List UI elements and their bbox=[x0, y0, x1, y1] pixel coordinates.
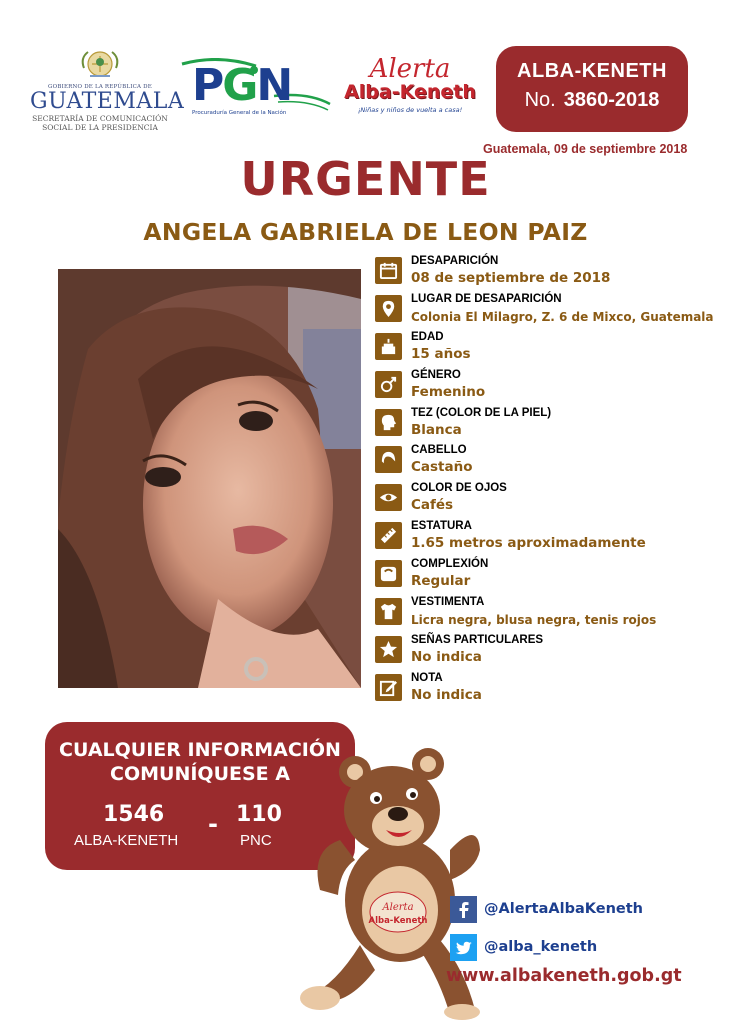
detail-value: Colonia El Milagro, Z. 6 de Mixco, Guatemala bbox=[411, 309, 714, 324]
detail-row-gender bbox=[375, 368, 725, 406]
alerta-logo-line1: Alerta bbox=[369, 54, 451, 84]
detail-value: Blanca bbox=[411, 421, 462, 438]
svg-text:Alba-Keneth: Alba-Keneth bbox=[368, 916, 428, 926]
case-number-box bbox=[496, 46, 688, 132]
detail-label: NOTA bbox=[411, 671, 443, 684]
detail-row-disappearance bbox=[375, 254, 725, 292]
pgn-wordmark bbox=[192, 60, 291, 111]
case-number: 3860-2018 bbox=[563, 89, 660, 111]
gt-logo-line4: SOCIAL DE LA PRESIDENCIA bbox=[42, 123, 158, 132]
alerta-logo-tagline: ¡Niñas y niños de vuelta a casa! bbox=[357, 106, 463, 114]
case-title: ALBA-KENETH bbox=[517, 60, 667, 82]
detail-label: DESAPARICIÓN bbox=[411, 255, 499, 267]
case-number-line bbox=[496, 89, 688, 112]
guatemala-government-logo bbox=[30, 44, 185, 132]
detail-row-eyes bbox=[375, 481, 725, 519]
facebook-icon bbox=[450, 896, 477, 923]
gender-icon bbox=[375, 371, 402, 398]
pgn-letter-n: N bbox=[256, 60, 292, 111]
gt-logo-line2: GUATEMALA bbox=[30, 89, 185, 114]
pgn-letter-p: P bbox=[192, 60, 223, 111]
detail-row-skin bbox=[375, 406, 725, 444]
eye-icon bbox=[375, 484, 402, 511]
detail-row-note bbox=[375, 671, 725, 709]
detail-label: COLOR DE OJOS bbox=[411, 482, 507, 495]
missing-person-photo bbox=[58, 269, 361, 688]
svg-text:Alerta: Alerta bbox=[382, 902, 414, 913]
note-edit-icon bbox=[375, 674, 402, 701]
calendar-icon bbox=[375, 257, 402, 284]
missing-person-name: ANGELA GABRIELA DE LEON PAIZ bbox=[143, 218, 588, 246]
detail-row-location bbox=[375, 292, 725, 330]
gt-logo-line3: SECRETARÍA DE COMUNICACIÓN bbox=[32, 114, 168, 123]
detail-value: Femenino bbox=[411, 383, 486, 400]
pgn-caption: Procuraduría General de la Nación bbox=[192, 110, 287, 116]
detail-label: LUGAR DE DESAPARICIÓN bbox=[411, 292, 562, 305]
detail-value: No indica bbox=[411, 648, 482, 665]
detail-value: Castaño bbox=[411, 459, 473, 476]
case-no-label: No. bbox=[524, 89, 556, 111]
pgn-logo bbox=[178, 58, 338, 122]
pgn-letter-g: G bbox=[222, 60, 257, 111]
detail-row-height bbox=[375, 519, 725, 557]
twitter-link[interactable] bbox=[450, 934, 710, 962]
detail-label: GÉNERO bbox=[411, 368, 461, 381]
twitter-handle[interactable]: @alba_keneth bbox=[484, 939, 598, 955]
detail-row-marks bbox=[375, 633, 725, 671]
urgent-heading: URGENTE bbox=[240, 152, 491, 206]
alerta-logo-line2: Alba-Keneth bbox=[344, 81, 476, 103]
detail-value: 08 de septiembre de 2018 bbox=[411, 270, 611, 286]
detail-row-build bbox=[375, 557, 725, 595]
detail-value: 15 años bbox=[411, 345, 471, 362]
detail-label: TEZ (COLOR DE LA PIEL) bbox=[411, 406, 552, 419]
star-icon bbox=[375, 636, 402, 663]
cake-icon bbox=[375, 333, 402, 360]
detail-row-age bbox=[375, 330, 725, 368]
detail-value: 1.65 metros aproximadamente bbox=[411, 535, 646, 552]
head-profile-icon bbox=[375, 409, 402, 436]
gt-logo-line1: GOBIERNO DE LA REPÚBLICA DE bbox=[48, 84, 152, 90]
detail-row-hair bbox=[375, 443, 725, 481]
location-pin-icon bbox=[375, 295, 402, 322]
ruler-icon bbox=[375, 522, 402, 549]
detail-value: Cafés bbox=[411, 497, 454, 514]
detail-label: EDAD bbox=[411, 330, 444, 343]
contact-number-pnc[interactable]: 110 bbox=[236, 802, 282, 827]
contact-line1: CUALQUIER INFORMACIÓN bbox=[59, 739, 341, 761]
details-list bbox=[375, 254, 725, 709]
alerta-alba-keneth-logo bbox=[344, 56, 476, 128]
shirt-icon bbox=[375, 598, 402, 625]
detail-label: COMPLEXIÓN bbox=[411, 558, 489, 571]
detail-label: CABELLO bbox=[411, 444, 467, 457]
contact-line2: COMUNÍQUESE A bbox=[110, 763, 290, 785]
contact-number-alba-keneth[interactable]: 1546 bbox=[103, 802, 165, 827]
detail-value: Licra negra, blusa negra, tenis rojos bbox=[411, 613, 657, 628]
scale-icon bbox=[375, 560, 402, 587]
contact-org-alba-keneth: ALBA-KENETH bbox=[74, 832, 179, 849]
detail-value: Regular bbox=[411, 573, 471, 590]
website-link[interactable]: www.albakeneth.gob.gt bbox=[446, 966, 682, 986]
detail-label: ESTATURA bbox=[411, 520, 472, 533]
facebook-link[interactable] bbox=[450, 896, 710, 924]
contact-org-pnc: PNC bbox=[240, 832, 272, 849]
detail-label: SEÑAS PARTICULARES bbox=[411, 633, 544, 646]
detail-row-clothing bbox=[375, 595, 725, 633]
twitter-icon bbox=[450, 934, 477, 961]
contact-separator: - bbox=[208, 810, 218, 838]
coat-of-arms-icon bbox=[78, 44, 122, 82]
facebook-handle[interactable]: @AlertaAlbaKeneth bbox=[484, 901, 643, 917]
detail-label: VESTIMENTA bbox=[411, 596, 485, 609]
hair-icon bbox=[375, 446, 402, 473]
detail-value: No indica bbox=[411, 686, 482, 703]
issue-date: Guatemala, 09 de septiembre 2018 bbox=[483, 142, 688, 156]
